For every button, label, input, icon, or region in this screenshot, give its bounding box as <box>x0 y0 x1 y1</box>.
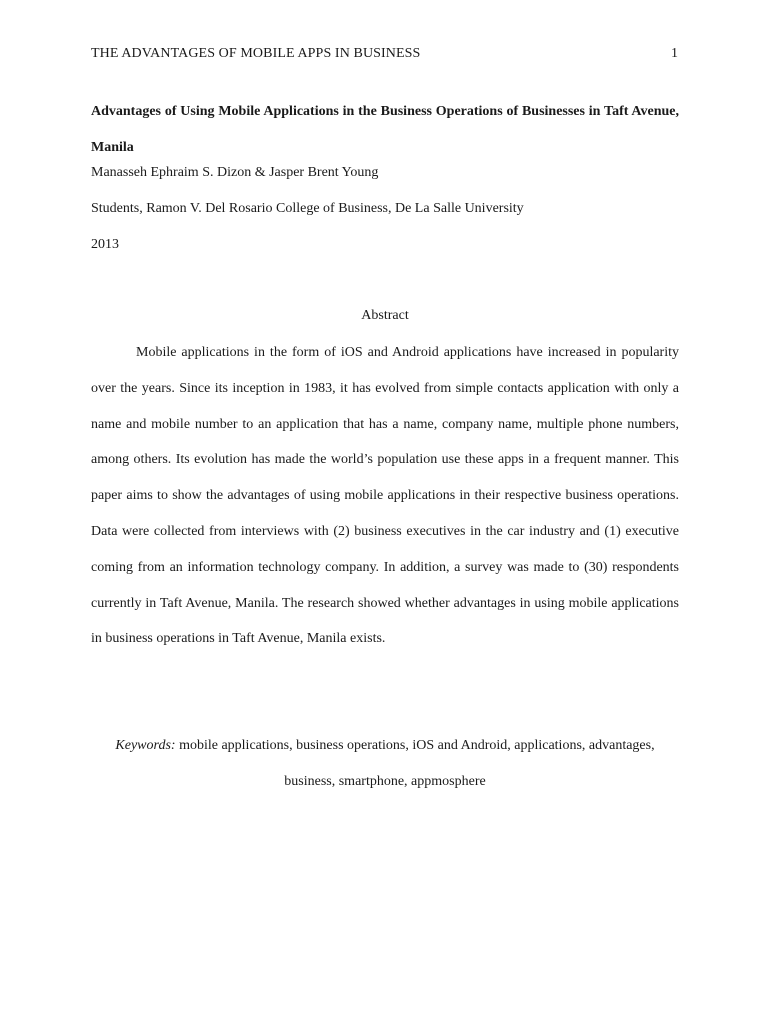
author-names: Manasseh Ephraim S. Dizon & Jasper Brent Young <box>91 165 379 180</box>
running-head: THE ADVANTAGES OF MOBILE APPS IN BUSINESS <box>91 46 421 61</box>
author-affiliation: Students, Ramon V. Del Rosario College of Business, De La Salle University <box>91 201 524 216</box>
keywords-paragraph <box>91 728 679 799</box>
publication-year: 2013 <box>91 237 119 252</box>
paper-title: Advantages of Using Mobile Applications in the Business Operations of Businesses in Taft Avenue, Manila <box>91 104 679 155</box>
abstract-body: Mobile applications in the form of iOS and Android applications have increased in popularity over the years. Since its inception in 1983, it has evolved from simple contacts application with only a name and mobile number to an application that has a name, company name, multiple phone numbers, among others. Its evolution has made the world’s population use these apps in a frequent manner. This paper aims to show the advantages of using mobile applications in their respective business operations. Data were collected from interviews with (2) business executives in the car industry and (1) executive coming from an information technology company. In addition, a survey was made to (30) respondents currently in Taft Avenue, Manila. The research showed whether advantages in using mobile applications in business operations in Taft Avenue, Manila exists. <box>91 345 679 647</box>
abstract-heading: Abstract <box>361 308 409 323</box>
page-number: 1 <box>671 46 678 61</box>
keywords-label: Keywords: <box>115 738 176 753</box>
keywords-text: mobile applications, business operations, iOS and Android, applications, advantages, business, smartphone, appmosphere <box>175 738 655 789</box>
